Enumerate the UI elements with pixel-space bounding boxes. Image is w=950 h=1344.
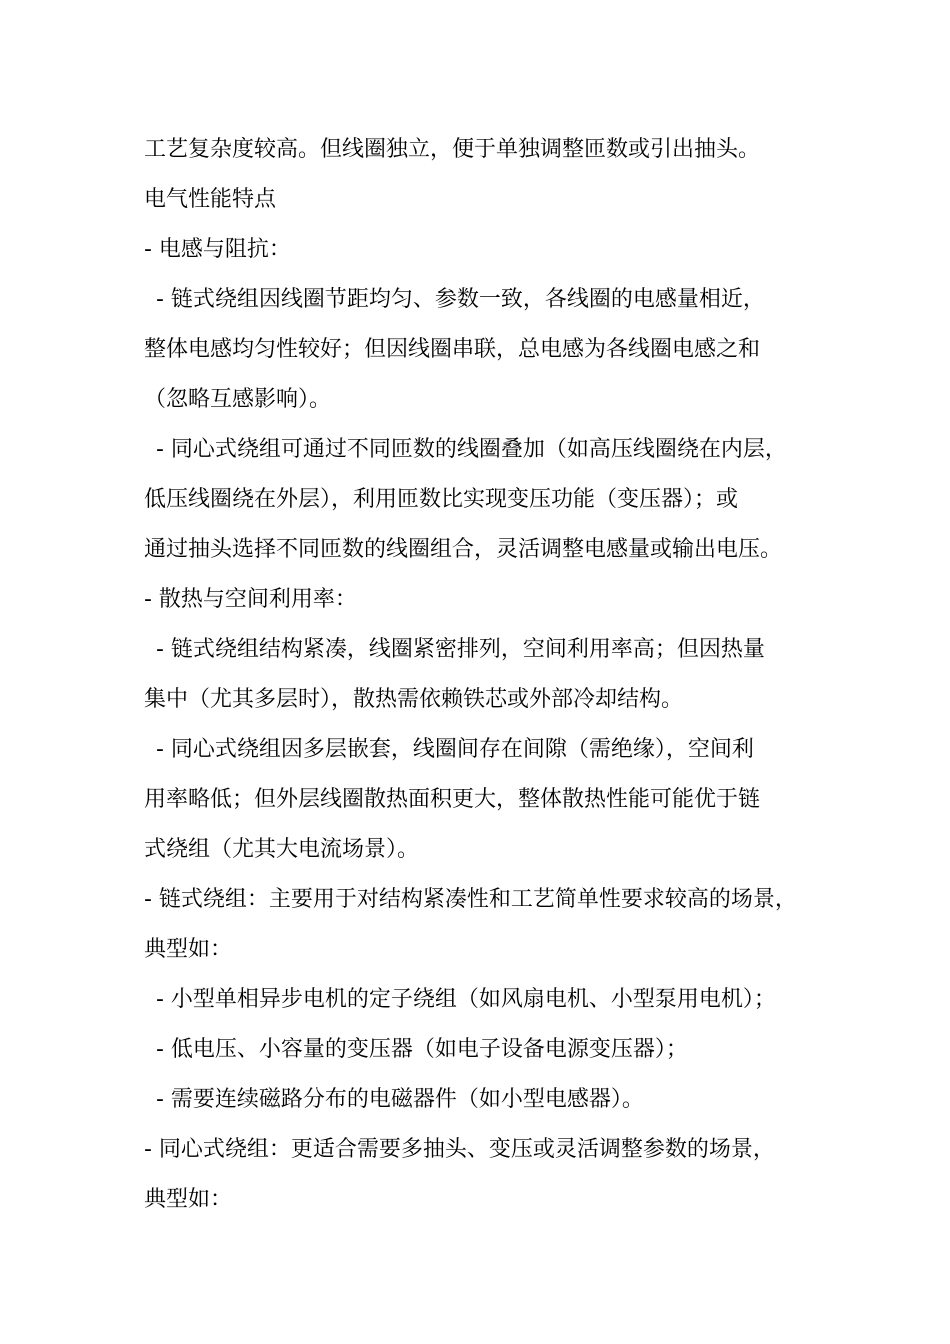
paragraph-line: 式绕组（尤其大电流场景）。 [144,837,420,862]
paragraph-line: 整体电感均匀性较好；但因线圈串联，总电感为各线圈电感之和 [144,337,761,362]
sub-list-item: - 低电压、小容量的变压器（如电子设备电源变压器）； [156,1037,688,1062]
paragraph-line: 通过抽头选择不同匝数的线圈组合，灵活调整电感量或输出电压。 [144,537,783,562]
paragraph-line: 典型如： [144,937,233,962]
list-item-heading: - 链式绕组：主要用于对结构紧凑性和工艺简单性要求较高的场景， [144,887,797,912]
sub-list-item: - 小型单相异步电机的定子绕组（如风扇电机、小型泵用电机）； [156,987,776,1012]
sub-list-item: - 同心式绕组因多层嵌套，线圈间存在间隙（需绝缘），空间利 [156,737,754,762]
section-heading: 电气性能特点 [144,187,277,212]
sub-list-item: - 链式绕组结构紧凑，线圈紧密排列，空间利用率高；但因热量 [156,637,765,662]
paragraph-line: （忽略互感影响）。 [144,387,332,412]
sub-list-item: - 链式绕组因线圈节距均匀、参数一致，各线圈的电感量相近， [156,287,765,312]
list-item-heading: - 同心式绕组：更适合需要多抽头、变压或灵活调整参数的场景， [144,1137,775,1162]
paragraph-line: 典型如： [144,1187,233,1212]
sub-list-item: - 需要连续磁路分布的电磁器件（如小型电感器）。 [156,1087,644,1112]
document-body [144,128,824,1228]
paragraph-line: 低压线圈绕在外层），利用匝数比实现变压功能（变压器）；或 [144,487,739,512]
list-item-heading: - 散热与空间利用率： [144,587,357,612]
list-item-heading: - 电感与阻抗： [144,237,291,262]
paragraph-line: 用率略低；但外层线圈散热面积更大，整体散热性能可能优于链 [144,787,761,812]
sub-list-item: - 同心式绕组可通过不同匝数的线圈叠加（如高压线圈绕在内层， [156,437,787,462]
paragraph-line: 集中（尤其多层时），散热需依赖铁芯或外部冷却结构。 [144,687,684,712]
paragraph-line: 工艺复杂度较高。但线圈独立，便于单独调整匝数或引出抽头。 [144,137,761,162]
